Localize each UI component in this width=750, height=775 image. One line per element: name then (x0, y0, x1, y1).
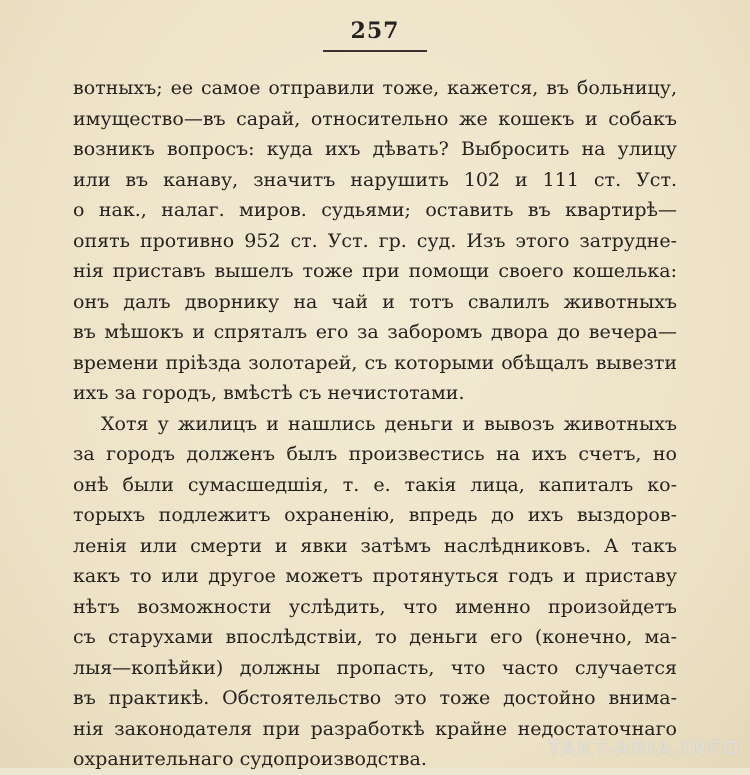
text-line: въ мѣшокъ и спряталъ его за заборомъ двора до вечера— (73, 321, 677, 343)
watermark: TAKT-ARIA.INFO (547, 736, 740, 760)
text-line: или въ канаву, значитъ нарушить 102 и 111 ст. Уст. (73, 168, 677, 191)
text-line: ихъ за городъ, вмѣстѣ съ нечистотами. (73, 382, 465, 404)
text-line: торыхъ подлежитъ охраненію, впредь до ихъ выздоров- (73, 504, 677, 526)
text-line: опять противно 952 ст. Уст. гр. суд. Изъ этого затрудне- (73, 229, 677, 252)
page-number: 257 (350, 18, 400, 44)
text-line: въ практикѣ. Обстоятельство это тоже достойно внима- (73, 687, 677, 709)
text-line: съ старухами впослѣдствіи, то деньги его (конечно, ма- (73, 626, 677, 648)
text-line: возникъ вопросъ: куда ихъ дѣвать? Выбросить на улицу (73, 138, 677, 160)
text-line: вотныхъ; ее самое отправили тоже, кажется, въ больницу, (73, 77, 677, 99)
text-line: нія законодателя при разработкѣ крайне недостаточнаго (73, 717, 677, 740)
text-line: Хотя у жилицъ и нашлись деньги и вывозъ животныхъ (101, 412, 677, 435)
text-line: нія приставъ вышелъ тоже при помощи своего кошелька: (73, 260, 677, 282)
text-line: ленія или смерти и явки затѣмъ наслѣдниковъ. А такъ (73, 534, 677, 557)
body-text (73, 73, 677, 775)
text-line: онъ далъ дворнику на чай и тотъ свалилъ животныхъ (73, 290, 677, 313)
header-rule (323, 50, 427, 52)
text-line: онѣ были сумасшедшія, т. е. такія лица, капиталъ ко- (73, 473, 677, 496)
text-line: имущество—въ сарай, относительно же кошекъ и собакъ (73, 107, 677, 130)
text-line: охранительнаго судопроизводства. (73, 748, 427, 770)
text-line: за городъ долженъ былъ произвестись на ихъ счетъ, но (73, 443, 677, 465)
text-line: какъ то или другое можетъ протянуться годъ и приставу (73, 565, 677, 587)
text-line: времени пріѣзда золотарей, съ которыми обѣщалъ вывезти (73, 351, 677, 374)
text-line: нѣтъ возможности услѣдить, что именно произойдетъ (73, 595, 677, 618)
text-line: о нак., налаг. миров. судьями; оставить въ квартирѣ— (73, 199, 677, 221)
text-line: лыя—копѣйки) должны пропасть, что часто случается (73, 656, 677, 679)
